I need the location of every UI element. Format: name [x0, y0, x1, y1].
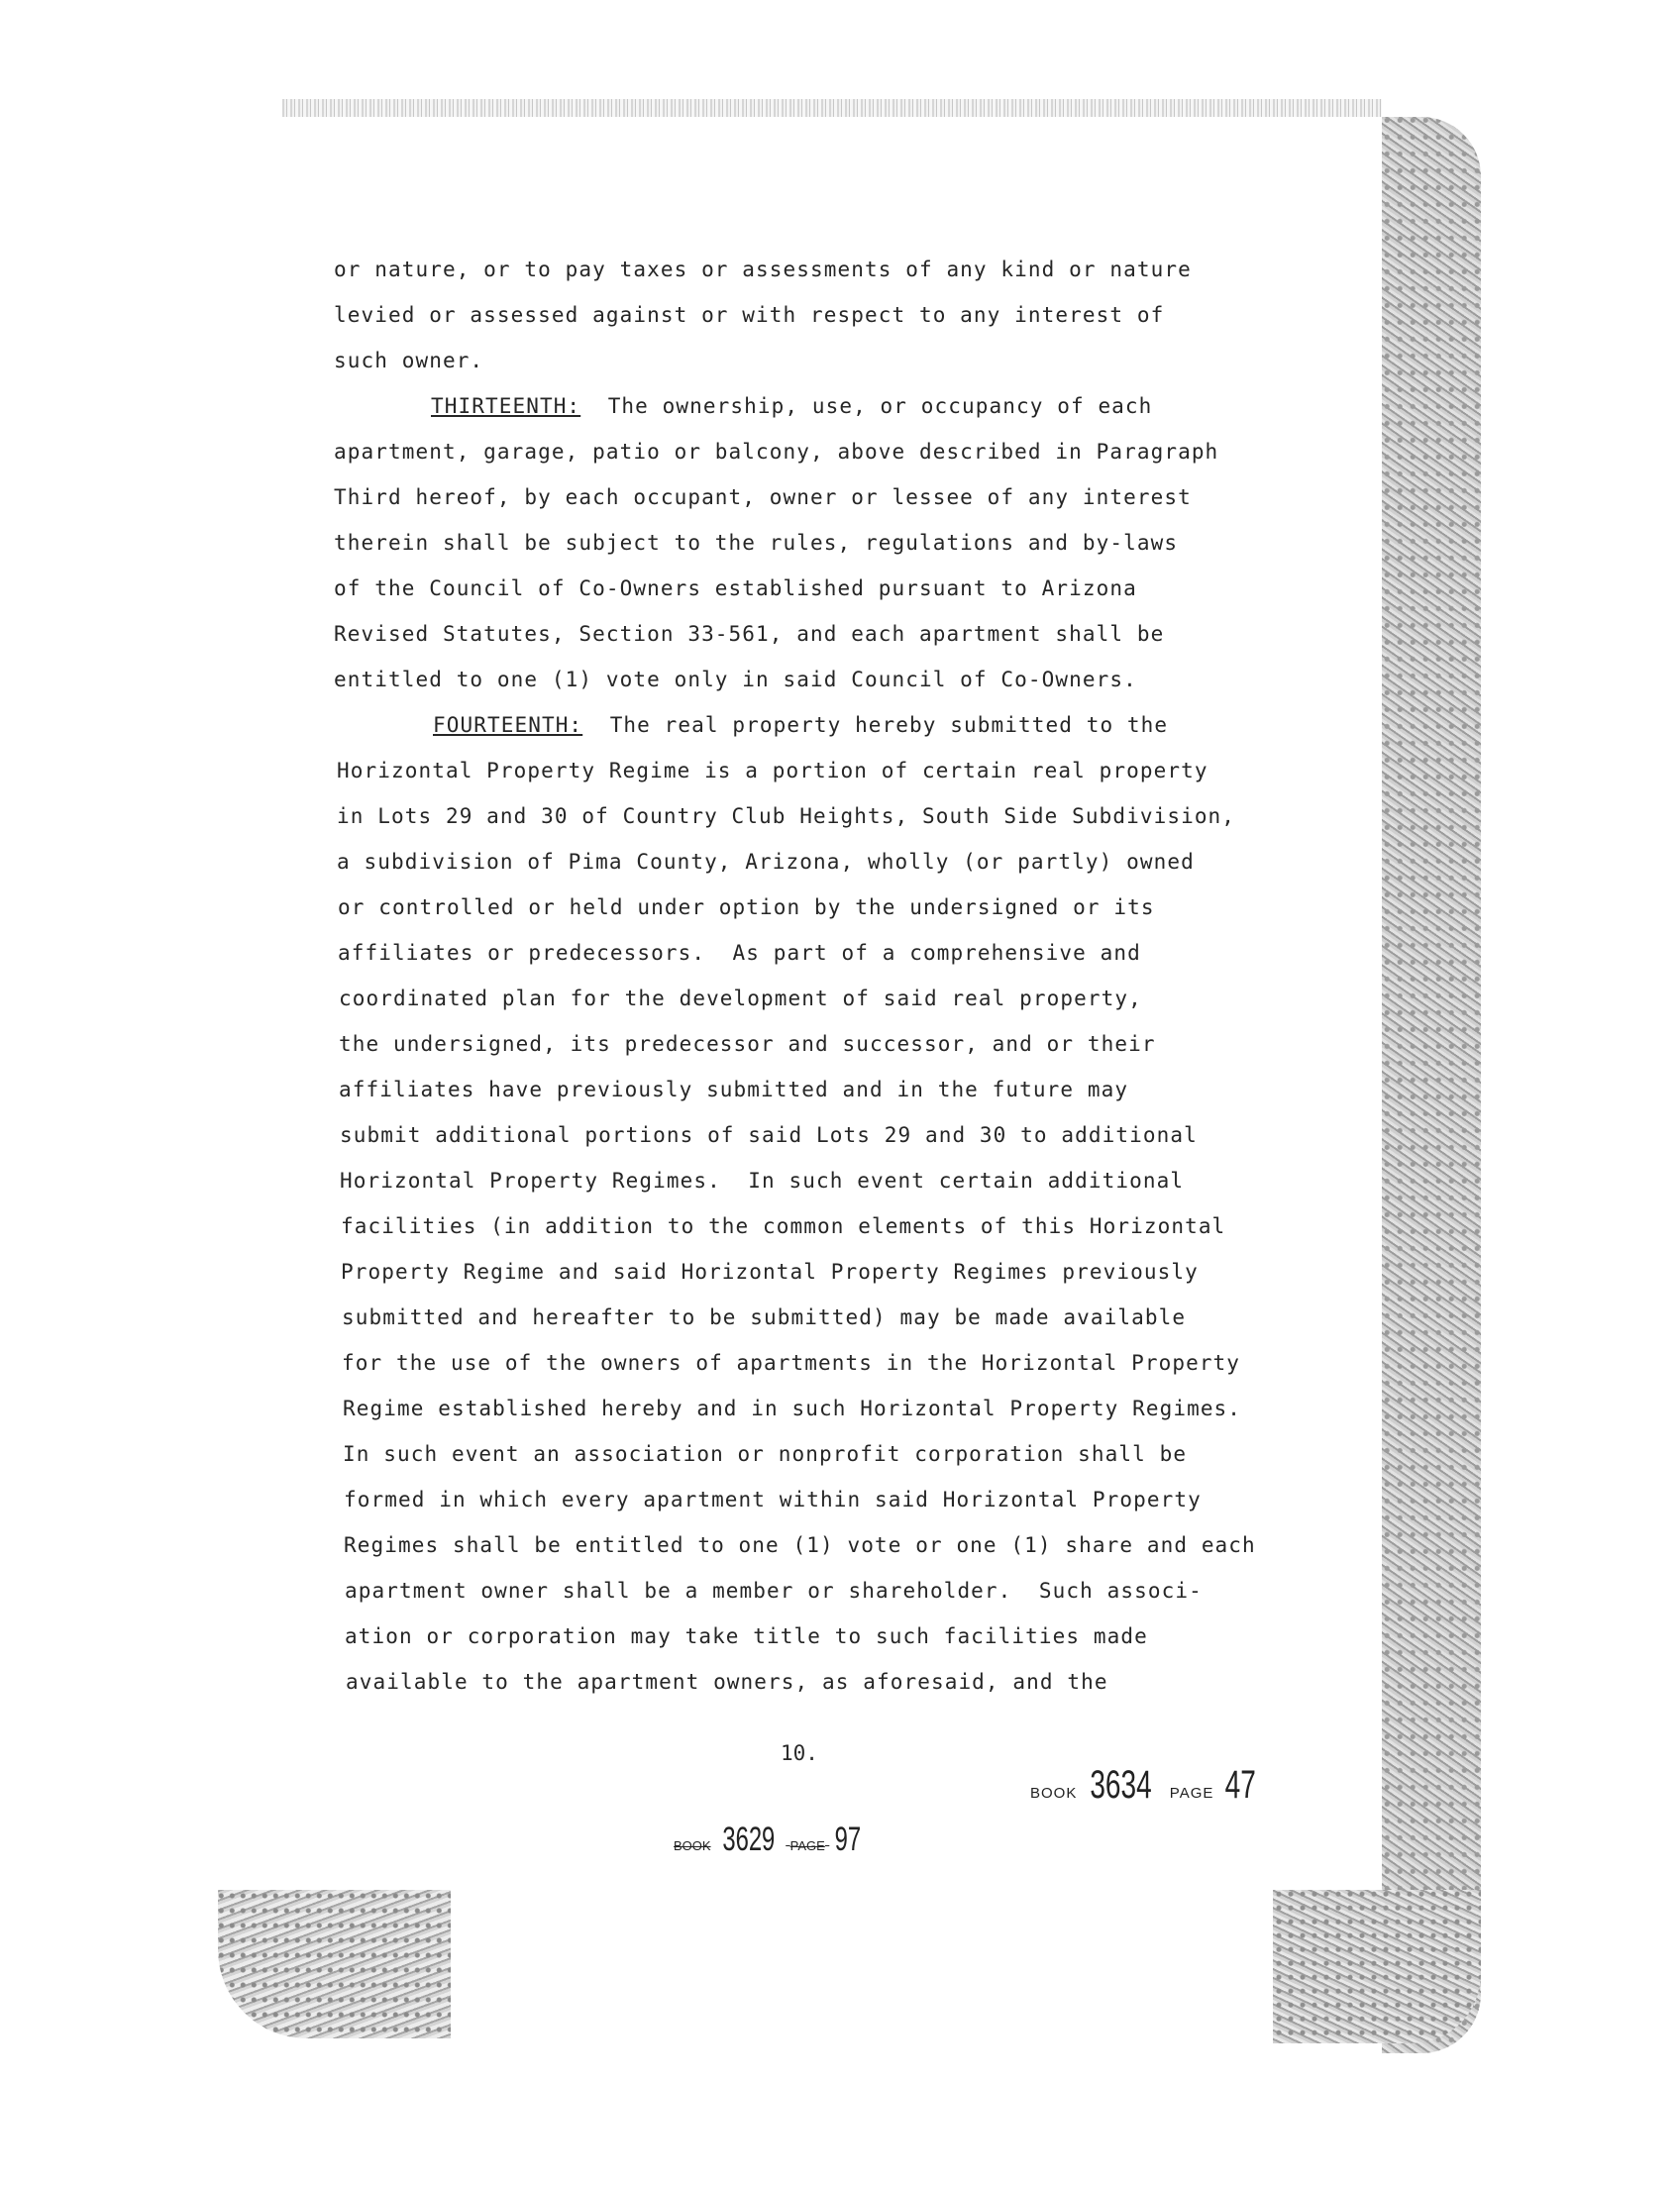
text-line: Horizontal Property Regime is a portion of certain real property	[337, 759, 1208, 782]
scan-corner-bottom-left	[218, 1890, 451, 2038]
text-line: such owner.	[334, 349, 484, 372]
book-page-stamp-struck	[674, 1821, 867, 1859]
text-line: available to the apartment owners, as aforesaid, and the	[346, 1670, 1108, 1694]
book-number: 3629	[721, 1821, 775, 1858]
text-line: affiliates or predecessors. As part of a comprehensive and	[338, 941, 1141, 965]
text-line: the undersigned, its predecessor and successor, and or their	[339, 1032, 1156, 1056]
text-line: In such event an association or nonprofit corporation shall be	[343, 1442, 1188, 1466]
book-page-stamp	[1030, 1763, 1262, 1808]
page-value: 97	[834, 1821, 862, 1858]
page-label: PAGE	[789, 1838, 825, 1853]
text-line: or controlled or held under option by the undersigned or its	[338, 895, 1155, 919]
page-number: 10.	[781, 1741, 818, 1765]
text-line: Property Regime and said Horizontal Property Regimes previously	[341, 1260, 1199, 1284]
text-line: Regime established hereby and in such Horizontal Property Regimes.	[343, 1397, 1242, 1420]
section-heading-fourteenth: FOURTEENTH:	[433, 713, 583, 737]
book-label: BOOK	[674, 1838, 711, 1853]
text-line: facilities (in addition to the common elements of this Horizontal	[341, 1214, 1226, 1238]
page-label: PAGE	[1169, 1785, 1214, 1802]
text-line: Regimes shall be entitled to one (1) vote or one (1) share and each	[344, 1533, 1256, 1557]
scan-corner-bottom-right	[1273, 1890, 1481, 2043]
text-line: Third hereof, by each occupant, owner or lessee of any interest	[334, 485, 1192, 509]
text-line: or nature, or to pay taxes or assessments of any kind or nature	[334, 258, 1192, 281]
section-heading-thirteenth: THIRTEENTH:	[431, 394, 581, 418]
text-line: affiliates have previously submitted and in the future may	[339, 1078, 1129, 1101]
text-line: The ownership, use, or occupancy of each	[607, 394, 1153, 418]
text-line: entitled to one (1) vote only in said Council of Co-Owners.	[334, 668, 1137, 691]
text-line: submit additional portions of said Lots 29 and 30 to additional	[340, 1123, 1198, 1147]
text-line: therein shall be subject to the rules, regulations and by-laws	[334, 531, 1179, 555]
text-line: coordinated plan for the development of said real property,	[339, 987, 1142, 1010]
text-line: The real property hereby submitted to the	[609, 713, 1169, 737]
book-label: BOOK	[1030, 1785, 1078, 1802]
book-number: 3634	[1090, 1763, 1152, 1807]
scan-border-right	[1382, 117, 1481, 2053]
text-line: of the Council of Co-Owners established pursuant to Arizona	[334, 576, 1137, 600]
text-line: for the use of the owners of apartments in the Horizontal Property	[342, 1351, 1241, 1375]
text-line: apartment owner shall be a member or shareholder. Such associ-	[345, 1579, 1203, 1603]
page-value: 47	[1224, 1763, 1256, 1807]
text-line: ation or corporation may take title to such facilities made	[345, 1624, 1148, 1648]
text-line: apartment, garage, patio or balcony, above described in Paragraph	[334, 440, 1219, 464]
text-line: Revised Statutes, Section 33-561, and each apartment shall be	[334, 622, 1165, 646]
text-line: submitted and hereafter to be submitted) may be made available	[342, 1305, 1187, 1329]
text-line: Horizontal Property Regimes. In such event certain additional	[340, 1169, 1185, 1193]
text-line: levied or assessed against or with respect to any interest of	[334, 303, 1165, 327]
paragraph-fourteenth	[433, 713, 1168, 737]
paragraph-thirteenth	[431, 394, 1152, 418]
text-line: in Lots 29 and 30 of Country Club Heights, South Side Subdivision,	[337, 804, 1236, 828]
text-line: a subdivision of Pima County, Arizona, wholly (or partly) owned	[337, 850, 1195, 874]
text-line: formed in which every apartment within said Horizontal Property	[344, 1488, 1202, 1511]
